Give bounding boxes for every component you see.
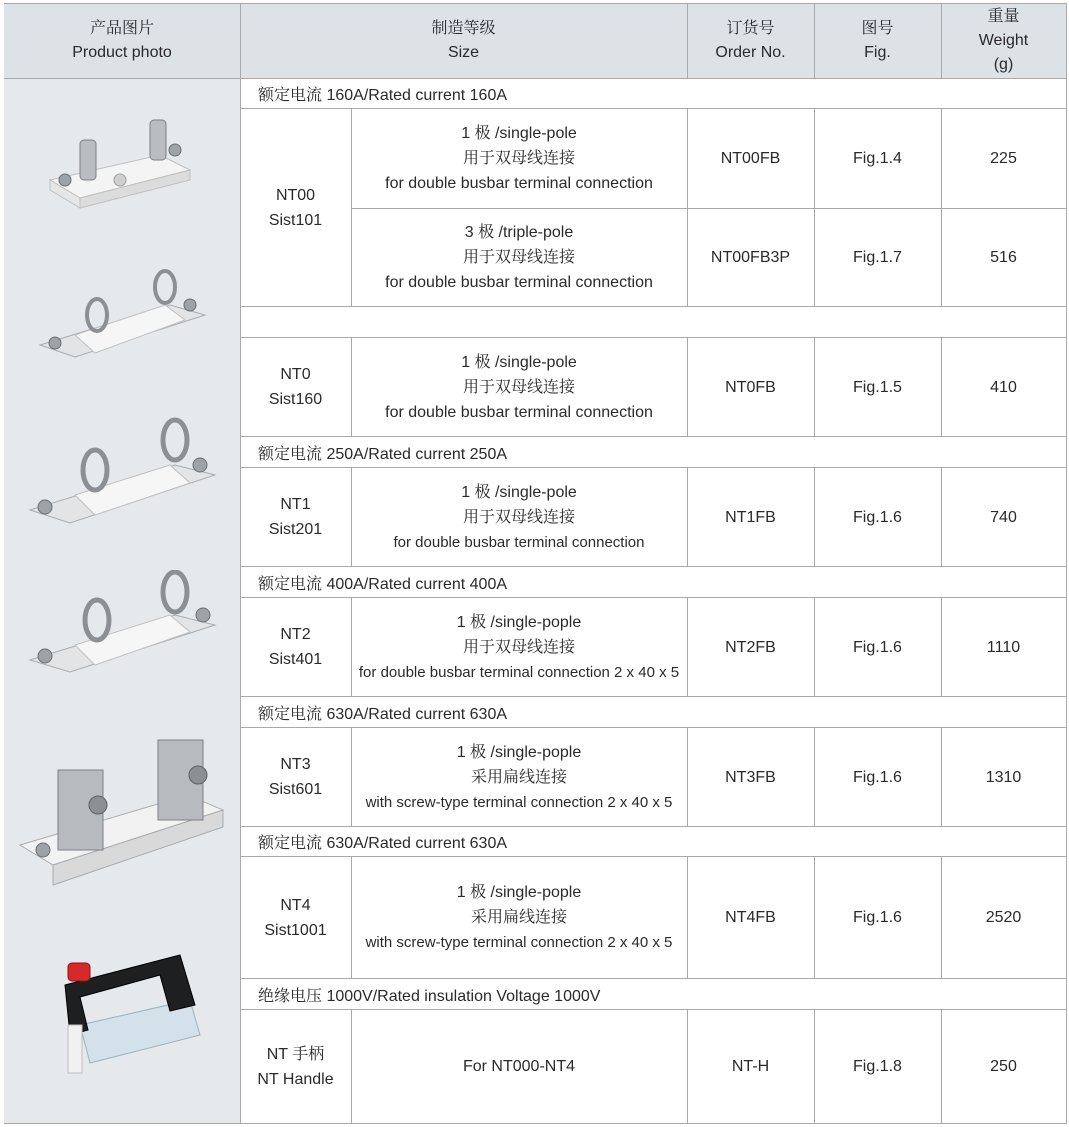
desc-zh: 用于双母线连接 [462, 150, 575, 167]
desc-en: with screw-type terminal connection 2 x 40 x 5 [365, 793, 673, 811]
section-250a: 额定电流 250A/Rated current 250A [258, 445, 508, 463]
size-sist: Sist201 [268, 521, 323, 538]
size-cell-nt2 [240, 598, 351, 696]
header-weight-en: Weight [978, 31, 1029, 49]
fig-cell: Fig.1.6 [853, 909, 902, 926]
section-insulation: 绝缘电压 1000V/Rated insulation Voltage 1000V [258, 987, 601, 1005]
size-cell-nt0 [240, 338, 351, 436]
fuse-base-nt2-image [25, 570, 220, 685]
order-cell: NT00FB [720, 150, 781, 167]
fig-cell: Fig.1.4 [853, 150, 902, 167]
size-cell-nt4 [240, 857, 351, 978]
weight-cell: 2520 [985, 909, 1022, 926]
header-order [687, 3, 814, 78]
order-cell: NT2FB [725, 638, 776, 656]
size-code: NT4 [280, 896, 311, 914]
fuse-base-nt1-image [25, 415, 220, 540]
desc-zh: 用于双母线连接 [462, 638, 575, 656]
size-sist: Sist1001 [264, 921, 327, 939]
weight-cell: 740 [990, 508, 1017, 526]
order-cell: NT1FB [725, 508, 776, 526]
header-photo-en: Product photo [72, 43, 172, 61]
desc-cell [351, 857, 687, 978]
desc-zh: 采用扁线连接 [470, 768, 567, 786]
desc-pole: 1 极 /single-pole [461, 125, 577, 142]
size-code: NT00 [275, 187, 316, 204]
desc-zh: 用于双母线连接 [462, 249, 575, 266]
desc-en: for double busbar terminal connection [385, 175, 653, 192]
desc-cell [351, 109, 687, 208]
order-cell: NT-H [731, 1058, 770, 1075]
size-sist: Sist160 [268, 391, 323, 408]
desc-cell [351, 728, 687, 826]
fig-cell: Fig.1.6 [853, 638, 902, 656]
header-order-zh: 订货号 [726, 19, 775, 37]
fig-cell: Fig.1.6 [853, 508, 902, 526]
header-weight-zh: 重量 [987, 7, 1020, 25]
size-sist: Sist601 [268, 781, 323, 798]
header-size [240, 3, 687, 78]
weight-cell: 250 [990, 1058, 1017, 1075]
desc-pole: 1 极 /single-pople [456, 613, 582, 631]
order-cell: NT4FB [725, 909, 776, 926]
desc-en: for double busbar terminal connection [385, 274, 653, 291]
desc-cell [351, 209, 687, 306]
order-cell: NT00FB3P [710, 249, 791, 266]
header-weight [941, 3, 1066, 78]
fuse-base-nt0-image [35, 265, 210, 375]
desc-pole: 3 极 /triple-pole [464, 224, 574, 241]
order-cell: NT3FB [725, 768, 776, 786]
size-code: NT1 [280, 496, 311, 513]
desc-pole: 1 极 /single-pole [461, 353, 577, 371]
section-160a: 额定电流 160A/Rated current 160A [258, 87, 508, 104]
header-fig-zh: 图号 [861, 19, 894, 37]
size-sist: NT Handle [257, 1070, 334, 1088]
fuse-base-nt3-image [18, 735, 228, 890]
weight-cell: 410 [990, 378, 1017, 396]
nt-handle-image [50, 945, 205, 1085]
order-cell: NT0FB [725, 378, 776, 396]
fuse-base-nt00-image [40, 110, 200, 220]
weight-cell: 1310 [985, 768, 1022, 786]
desc-en: For NT000-NT4 [462, 1058, 576, 1075]
size-code: NT0 [280, 366, 311, 383]
desc-pole: 1 极 /single-pole [461, 483, 577, 501]
fig-cell: Fig.1.7 [853, 249, 902, 266]
desc-cell [351, 468, 687, 566]
desc-cell [351, 338, 687, 436]
desc-zh: 用于双母线连接 [462, 378, 575, 396]
desc-zh: 用于双母线连接 [462, 508, 575, 526]
desc-zh: 采用扁线连接 [470, 909, 567, 926]
desc-en: for double busbar terminal connection [385, 403, 653, 421]
size-sist: Sist401 [268, 651, 323, 668]
size-cell-handle [240, 1010, 351, 1123]
header-fig-en: Fig. [864, 43, 891, 61]
header-order-en: Order No. [715, 43, 786, 61]
weight-cell: 1110 [986, 638, 1021, 656]
header-weight-unit: (g) [993, 55, 1014, 73]
fig-cell: Fig.1.5 [853, 378, 902, 396]
size-sist: Sist101 [268, 212, 323, 229]
header-size-zh: 制造等级 [431, 19, 496, 37]
header-photo-zh: 产品图片 [89, 19, 154, 37]
fig-cell: Fig.1.6 [853, 768, 902, 786]
desc-pole: 1 极 /single-pople [456, 743, 582, 761]
weight-cell: 516 [990, 249, 1017, 266]
size-code: NT3 [280, 756, 311, 773]
desc-en: for double busbar terminal connection [393, 533, 645, 551]
desc-en: with screw-type terminal connection 2 x 40 x 5 [365, 934, 673, 951]
header-photo [4, 3, 240, 78]
section-630a-1: 额定电流 630A/Rated current 630A [258, 705, 508, 723]
size-cell-nt3 [240, 728, 351, 826]
section-400a: 额定电流 400A/Rated current 400A [258, 575, 508, 593]
weight-cell: 225 [990, 150, 1017, 167]
desc-en: for double busbar terminal connection 2 x 40 x 5 [358, 663, 680, 681]
size-code: NT 手柄 [266, 1045, 325, 1063]
desc-cell [351, 598, 687, 696]
size-code: NT2 [280, 626, 311, 643]
desc-cell [351, 1010, 687, 1123]
fig-cell: Fig.1.8 [853, 1058, 902, 1075]
size-cell-nt00 [240, 170, 351, 246]
header-size-en: Size [447, 43, 480, 61]
header-fig [814, 3, 941, 78]
desc-pole: 1 极 /single-pople [456, 884, 582, 901]
section-630a-2: 额定电流 630A/Rated current 630A [258, 835, 508, 852]
size-cell-nt1 [240, 468, 351, 566]
